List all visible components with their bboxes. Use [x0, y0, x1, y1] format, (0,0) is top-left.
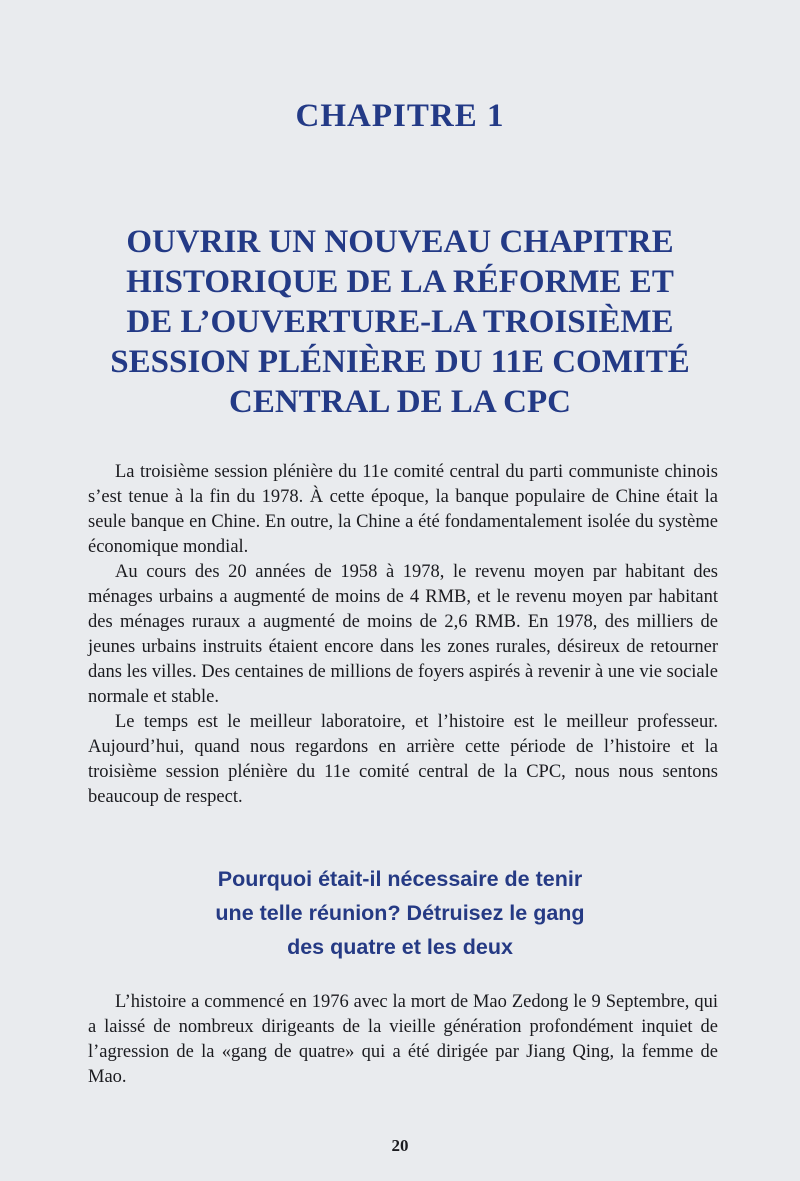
page-number: 20 — [391, 1136, 409, 1155]
chapter-title-line: OUVRIR UN NOUVEAU CHAPITRE — [126, 224, 674, 260]
section-text — [88, 990, 718, 1090]
chapter-title-line: DE L’OUVERTURE-LA TROISIÈME — [126, 304, 674, 340]
section-heading-line: des quatre et les deux — [287, 935, 513, 959]
paragraph: La troisième session plénière du 11e comité central du parti communiste chinois s’est tenue à la fin du 1978. À cette époque, la banque populaire de Chine était la seule banque en Chine. En outre, la Chine a été fondamentalement isolée du système économique mondial. — [88, 462, 718, 557]
chapter-title-line: SESSION PLÉNIÈRE DU 11E COMITÉ — [110, 344, 690, 380]
paragraph: Le temps est le meilleur laboratoire, et l’histoire est le meilleur professeur. Aujourd’hui, quand nous regardons en arrière cette période de l’histoire et la troisième session plénière du 11e comité central de la CPC, nous nous sentons beaucoup de respect. — [88, 712, 718, 807]
section-heading-line: une telle réunion? Détruisez le gang — [215, 901, 585, 925]
chapter-title-line: CENTRAL DE LA CPC — [229, 384, 571, 420]
chapter-title — [60, 222, 740, 422]
chapter-title-line: HISTORIQUE DE LA RÉFORME ET — [126, 264, 674, 300]
section-heading-line: Pourquoi était-il nécessaire de tenir — [217, 867, 583, 891]
section-heading — [80, 862, 720, 964]
paragraph: L’histoire a commencé en 1976 avec la mort de Mao Zedong le 9 Septembre, qui a laissé de nombreux dirigeants de la vieille génération profondément inquiet de l’agression de la «gang de quatre» qui a été dirigée par Jiang Qing, la femme de Mao. — [88, 992, 718, 1087]
chapter-label: CHAPITRE 1 — [295, 98, 505, 134]
paragraph: Au cours des 20 années de 1958 à 1978, le revenu moyen par habitant des ménages urbains a augmenté de moins de 4 RMB, et le revenu moyen par habitant des ménages ruraux a augmenté de moins de 2,6 RMB. En 1978, des milliers de jeunes urbains instruits étaient encore dans les zones rurales, désireux de retourner dans les villes. Des centaines de millions de foyers aspirés à revenir à une vie sociale normale et stable. — [88, 562, 718, 707]
intro-text — [88, 460, 718, 810]
